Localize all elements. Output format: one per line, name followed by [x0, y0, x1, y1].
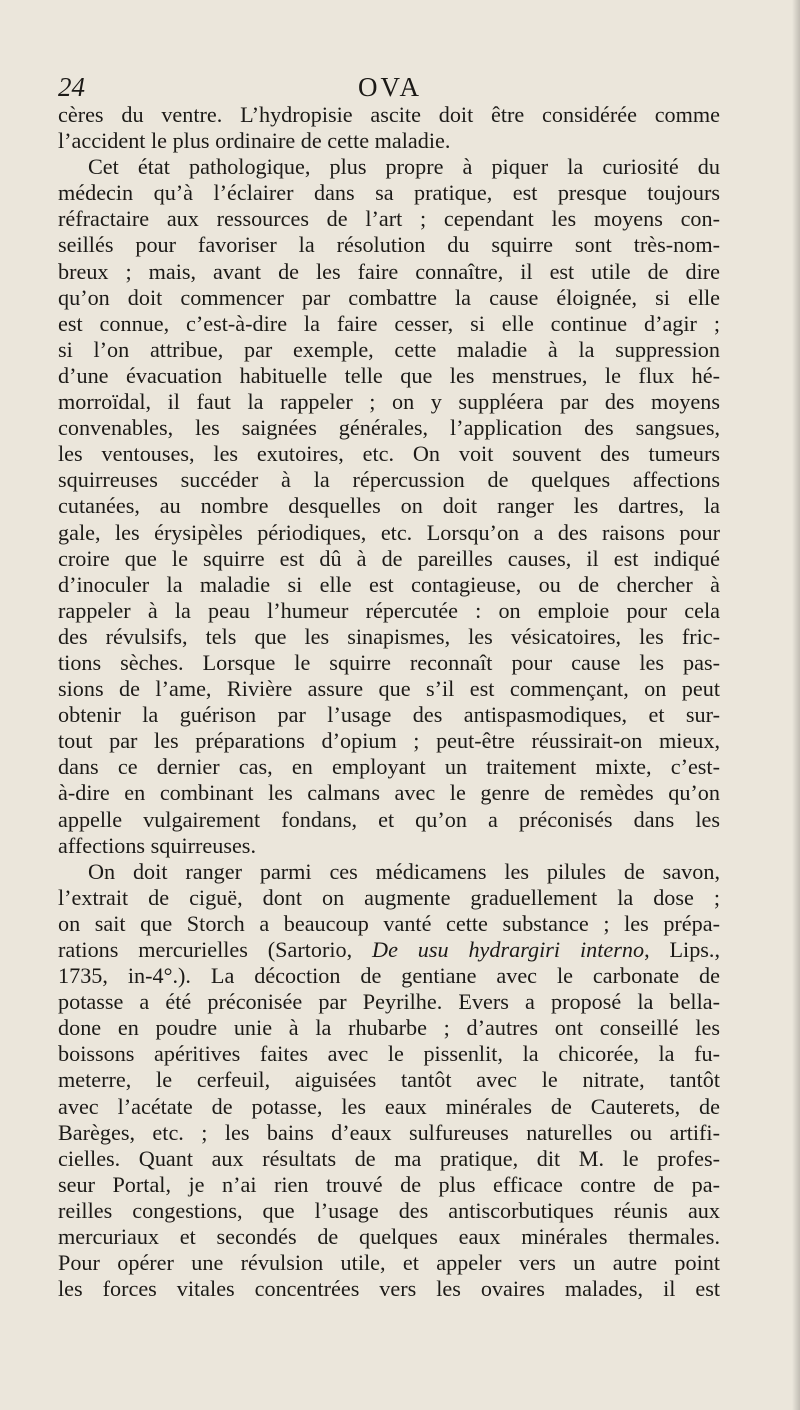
- text-line: gale, les érysipèles périodiques, etc. Lorsqu’on a des raisons pour: [58, 519, 720, 545]
- text-line: seur Portal, je n’ai rien trouvé de plus efficace contre de pa-: [58, 1171, 720, 1197]
- text-line: affections squirreuses.: [58, 832, 256, 858]
- text-line: [58, 937, 720, 963]
- running-head: [58, 70, 722, 104]
- text-line: cielles. Quant aux résultats de ma pratique, dit M. le profes-: [58, 1145, 720, 1171]
- text-line: sions de l’ame, Rivière assure que s’il est commençant, on peut: [58, 676, 720, 702]
- text-line: cutanées, au nombre desquelles on doit ranger les dartres, la: [58, 493, 720, 519]
- text-line: Cet état pathologique, plus propre à piquer la curiosité du: [88, 154, 720, 180]
- text-line: 1735, in-4°.). La décoction de gentiane avec le carbonate de: [58, 963, 720, 989]
- text-line: est connue, c’est-à-dire la faire cesser, si elle continue d’agir ;: [58, 310, 720, 336]
- text-line: reilles congestions, que l’usage des antiscorbutiques réunis aux: [58, 1197, 720, 1223]
- text-line: des révulsifs, tels que les sinapismes, les vésicatoires, les fric-: [58, 623, 720, 649]
- text-segment: , Lips.,: [644, 937, 721, 962]
- running-title: OVA: [357, 72, 422, 102]
- italic-title: De usu hydrargiri interno: [372, 937, 645, 962]
- text-line: done en poudre unie à la rhubarbe ; d’autres ont conseillé les: [58, 1015, 720, 1041]
- text-line: réfractaire aux ressources de l’art ; cependant les moyens con-: [58, 206, 720, 232]
- text-line: médecin qu’à l’éclairer dans sa pratique, est presque toujours: [58, 180, 720, 206]
- text-line: l’accident le plus ordinaire de cette maladie.: [58, 128, 451, 154]
- text-line: on sait que Storch a beaucoup vanté cette substance ; les prépa-: [58, 910, 720, 936]
- text-line: avec l’acétate de potasse, les eaux minérales de Cauterets, de: [58, 1093, 720, 1119]
- text-segment: rations mercurielles (Sartorio,: [58, 937, 373, 962]
- text-line: boissons apéritives faites avec le pissenlit, la chicorée, la fu-: [58, 1041, 720, 1067]
- text-line: appelle vulgairement fondans, et qu’on a préconisés dans les: [58, 806, 720, 832]
- text-line: Pour opérer une révulsion utile, et appeler vers un autre point: [58, 1250, 720, 1276]
- text-line: tions sèches. Lorsque le squirre reconnaît pour cause les pas-: [58, 649, 720, 675]
- text-line: cères du ventre. L’hydropisie ascite doit être considérée comme: [58, 102, 720, 127]
- text-line: obtenir la guérison par l’usage des antispasmodiques, et sur-: [58, 702, 720, 728]
- text-line: Barèges, etc. ; les bains d’eaux sulfureuses naturelles ou artifi-: [58, 1119, 720, 1145]
- text-line: les forces vitales concentrées vers les ovaires malades, il est: [58, 1276, 720, 1302]
- text-line: croire que le squirre est dû à de pareilles causes, il est indiqué: [58, 545, 720, 571]
- text-line: qu’on doit commencer par combattre la cause éloignée, si elle: [58, 284, 720, 310]
- text-line: d’une évacuation habituelle telle que les menstrues, le flux hé-: [58, 362, 720, 388]
- text-line: breux ; mais, avant de les faire connaître, il est utile de dire: [58, 258, 720, 284]
- text-line: d’inoculer la maladie si elle est contagieuse, ou de chercher à: [58, 571, 720, 597]
- text-line: potasse a été préconisée par Peyrilhe. Evers a proposé la bella-: [58, 989, 720, 1015]
- text-line: si l’on attribue, par exemple, cette maladie à la suppression: [58, 336, 720, 362]
- text-line: rappeler à la peau l’humeur répercutée : on emploie pour cela: [58, 597, 720, 623]
- text-line: morroïdal, il faut la rappeler ; on y suppléera par des moyens: [58, 389, 720, 415]
- text-line: On doit ranger parmi ces médicamens les pilules de savon,: [88, 858, 720, 884]
- text-line: meterre, le cerfeuil, aiguisées tantôt avec le nitrate, tantôt: [58, 1067, 720, 1093]
- text-line: les ventouses, les exutoires, etc. On voit souvent des tumeurs: [58, 441, 720, 467]
- page-edge-shadow: [792, 0, 800, 1410]
- text-line: convenables, les saignées générales, l’application des sangsues,: [58, 415, 720, 441]
- text-line: mercuriaux et secondés de quelques eaux minérales thermales.: [58, 1224, 720, 1250]
- text-line: l’extrait de ciguë, dont on augmente graduellement la dose ;: [58, 884, 720, 910]
- text-line: squirreuses succéder à la répercussion de quelques affections: [58, 467, 720, 493]
- text-line: tout par les préparations d’opium ; peut-être réussirait-on mieux,: [58, 728, 720, 754]
- text-body: [58, 102, 720, 1302]
- text-line: à-dire en combinant les calmans avec le genre de remèdes qu’on: [58, 780, 720, 806]
- text-line: dans ce dernier cas, en employant un traitement mixte, c’est-: [58, 754, 720, 780]
- page-number: 24: [58, 72, 85, 102]
- text-line: seillés pour favoriser la résolution du squirre sont très-nom-: [58, 232, 720, 258]
